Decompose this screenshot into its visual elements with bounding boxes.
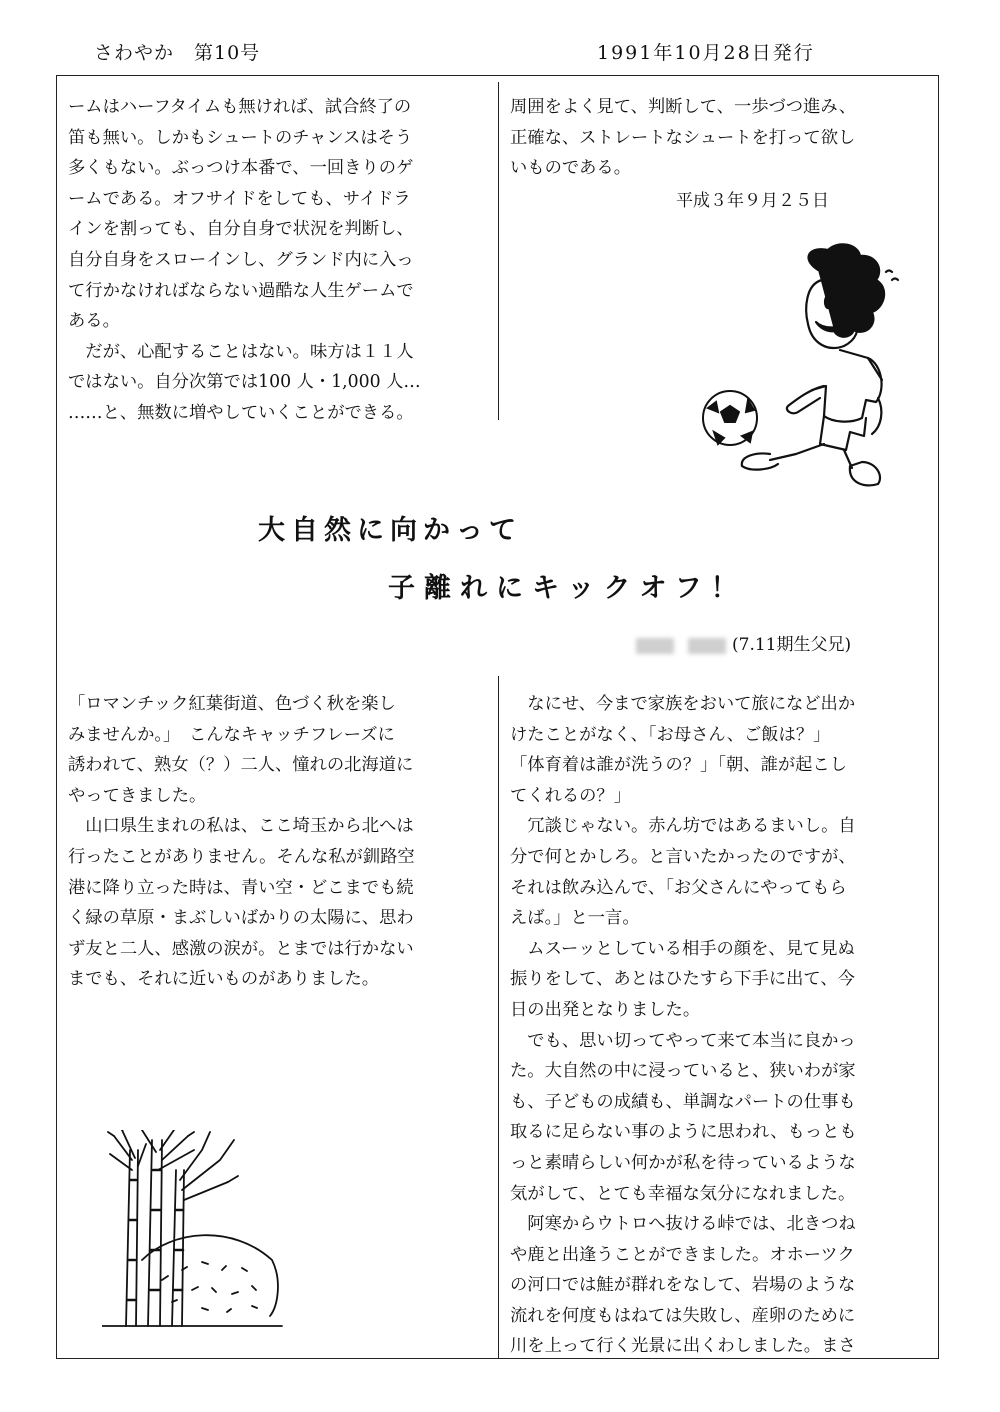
text-line: でも、思い切ってやって来て本当に良かっ: [510, 1030, 856, 1051]
text-line: 気がして、とても幸福な気分になれました。: [510, 1183, 856, 1204]
text-line: 山口県生まれの私は、ここ埼玉から北へは: [68, 816, 414, 837]
article-right-column: [510, 689, 857, 1362]
text-line: 振りをして、あとはひたすら下手に出て、今: [510, 969, 855, 990]
text-line: 流れを何度もはねては失敗し、産卵のために: [510, 1305, 856, 1326]
text-line: 冗談じゃない。赤ん坊ではあるまいし。自: [510, 816, 856, 837]
text-line: も、子どもの成績も、単調なパートの仕事も: [510, 1091, 856, 1112]
text-line: いものである。: [510, 158, 631, 179]
text-line: く緑の草原・まぶしいばかりの太陽に、思わ: [68, 908, 414, 929]
text-line: っと素晴らしい何かが私を待っているような: [510, 1152, 856, 1173]
column-divider-top: [498, 82, 499, 420]
text-line: 阿寒からウトロへ抜ける峠では、北きつね: [510, 1214, 856, 1235]
top-right-column: [510, 92, 856, 184]
newsletter-title: さわやか 第10号: [94, 42, 261, 64]
text-line: 周囲をよく見て、判断して、一歩づつ進み、: [510, 97, 856, 117]
text-line: の河口では鮭が群れをなして、岩場のような: [510, 1275, 856, 1296]
text-line: 行ったことがありません。そんな私が釧路空: [68, 846, 415, 867]
text-line: 多くもない。ぶっつけ本番で、一回きりのゲ: [68, 158, 414, 179]
article-title-line2: 子離れにキックオフ！: [388, 573, 747, 604]
text-line: だが、心配することはない。味方は１１人: [68, 341, 414, 362]
soccer-boy-illustration: [700, 240, 900, 500]
author-note: (7.11期生父兄): [732, 635, 852, 655]
text-line: てくれるの？」: [510, 785, 631, 806]
text-line: ではない。自分次第では100 人・1,000 人…: [68, 372, 421, 393]
author-credit: [636, 630, 851, 655]
text-line: た。大自然の中に浸っていると、狭いわが家: [510, 1061, 856, 1082]
column-divider-article: [498, 676, 499, 1358]
text-line: ムスーッとしている相手の顔を、見て見ぬ: [510, 938, 855, 959]
redacted-name: [688, 638, 726, 654]
text-line: インを割っても、自分自身で状況を判断し、: [68, 219, 414, 240]
text-line: 分で何とかしろ。と言いたかったのですが、: [510, 846, 856, 867]
text-line: ……と、無数に増やしていくことができる。: [68, 402, 414, 423]
text-line: やってきました。: [68, 785, 207, 806]
essay-date: 平成３年９月２５日: [676, 191, 829, 211]
text-line: 自分自身をスローインし、グランド内に入っ: [68, 249, 414, 270]
text-line: までも、それに近いものがありました。: [68, 969, 380, 990]
text-line: なにせ、今まで家族をおいて旅になど出か: [510, 694, 856, 714]
text-line: 「体育着は誰が洗うの？」「朝、誰が起こし: [510, 755, 847, 776]
birch-tree-illustration: [102, 1130, 292, 1330]
text-line: 誘われて、熟女（？）二人、憧れの北海道に: [68, 755, 414, 776]
text-line: ず友と二人、感激の涙が。とまでは行かない: [68, 938, 414, 959]
text-line: みませんか。」 こんなキャッチフレーズに: [68, 724, 395, 745]
text-line: 取るに足らない事のように思われ、もっとも: [510, 1122, 857, 1143]
article-left-column: [68, 689, 415, 995]
text-line: 笛も無い。しかもシュートのチャンスはそう: [68, 127, 413, 148]
text-line: 川を上って行く光景に出くわしました。まさ: [510, 1336, 856, 1357]
text-line: 日の出発となりました。: [510, 999, 701, 1020]
text-line: それは飲み込んで、「お父さんにやってもら: [510, 877, 847, 898]
text-line: 正確な、ストレートなシュートを打って欲し: [510, 127, 856, 148]
text-line: て行かなければならない過酷な人生ゲームで: [68, 280, 414, 301]
text-line: 「ロマンチック紅葉街道、色づく秋を楽し: [68, 694, 396, 714]
text-line: えば。」と一言。: [510, 908, 640, 929]
redacted-name: [636, 638, 674, 654]
article-title-line1: 大自然に向かって: [258, 515, 522, 546]
text-line: ームはハーフタイムも無ければ、試合終了の: [68, 97, 412, 117]
text-line: ある。: [68, 311, 120, 332]
top-left-column: [68, 92, 421, 429]
text-line: 港に降り立った時は、青い空・どこまでも続: [68, 877, 414, 898]
text-line: や鹿と出逢うことができました。オホーツク: [510, 1244, 855, 1265]
text-line: ームである。オフサイドをしても、サイドラ: [68, 188, 411, 209]
text-line: けたことがなく、「お母さん、ご飯は？」: [510, 724, 831, 745]
issue-date: 1991年10月28日発行: [597, 42, 815, 64]
